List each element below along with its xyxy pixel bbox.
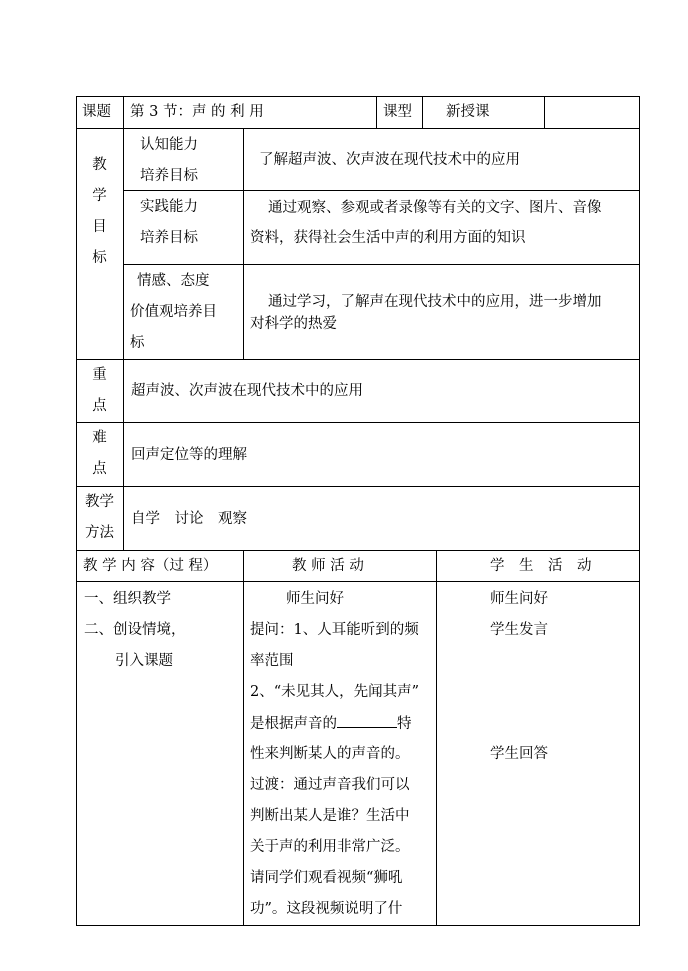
rule-bottom <box>76 925 640 926</box>
emotion-content-line: 对科学的热爱 <box>250 316 337 332</box>
rule-type-right <box>422 96 423 129</box>
student-line: 学生回答 <box>490 746 548 762</box>
method-content: 自学 讨论 观察 <box>131 511 247 527</box>
subject-label: 课题 <box>82 104 111 120</box>
subject-value: 第 3 节：声 的 利 用 <box>130 104 264 120</box>
teacher-line: 2、“未见其人，先闻其声” <box>250 684 420 700</box>
type-label: 课型 <box>383 104 412 120</box>
method-label-line: 方法 <box>85 525 114 541</box>
objectives-label-char: 学 <box>92 188 107 204</box>
difficulty-label <box>76 423 123 485</box>
teacher-line: 性来判断某人的声音的。 <box>250 746 410 762</box>
method-label <box>76 487 123 549</box>
content-item: 二、创设情境， <box>84 622 186 638</box>
method-label-line: 教学 <box>85 494 114 510</box>
rule-type-value-right <box>544 96 545 129</box>
rule-top <box>76 96 640 97</box>
objectives-label <box>76 150 123 274</box>
cognitive-label-line: 培养目标 <box>140 168 198 184</box>
content-item: 引入课题 <box>115 653 173 669</box>
rule-label-col <box>123 96 124 551</box>
practice-label-line: 培养目标 <box>140 230 198 246</box>
rule-after-objectives <box>76 359 640 360</box>
rule-objective-sub <box>243 128 244 360</box>
difficulty-content: 回声定位等的理解 <box>131 447 247 463</box>
teacher-line-blank <box>250 713 412 734</box>
difficulty-label-char: 难 <box>92 430 107 446</box>
content-item: 一、组织教学 <box>84 591 171 607</box>
rule-after-method <box>76 550 640 551</box>
teacher-line-blank-prefix: 是根据声音的 <box>250 716 337 732</box>
rule-after-header <box>76 128 640 129</box>
teacher-line: 提问：1、人耳能听到的频 <box>250 622 419 638</box>
content-column-header: 教 学 内 容（过 程） <box>83 558 218 574</box>
cognitive-content: 了解超声波、次声波在现代技术中的应用 <box>259 152 520 168</box>
practice-label-line: 实践能力 <box>140 199 198 215</box>
key-point-content: 超声波、次声波在现代技术中的应用 <box>131 383 363 399</box>
rule-type-left <box>376 96 377 129</box>
teacher-line: 请同学们观看视频“狮吼 <box>250 870 403 886</box>
key-point-label-char: 点 <box>92 398 107 414</box>
objectives-label-char: 教 <box>92 157 107 173</box>
teacher-line: 过渡：通过声音我们可以 <box>250 777 410 793</box>
rule-col-teacher <box>243 550 244 926</box>
teacher-line-blank-suffix: 特 <box>397 716 412 732</box>
practice-content-line: 资料，获得社会生活中声的利用方面的知识 <box>250 230 526 246</box>
key-point-label <box>76 360 123 422</box>
teacher-line: 率范围 <box>250 653 294 669</box>
practice-content-line: 通过观察、参观或者录像等有关的文字、图片、音像 <box>268 200 602 216</box>
student-column-header: 学 生 活 动 <box>490 558 592 574</box>
rule-right <box>639 96 640 926</box>
rule-after-practice <box>123 264 640 265</box>
emotion-label-line: 价值观培养目 <box>130 304 217 320</box>
rule-after-keypoint <box>76 422 640 423</box>
cognitive-label-line: 认知能力 <box>140 137 198 153</box>
teacher-line: 判断出某人是谁？生活中 <box>250 808 410 824</box>
rule-after-difficulty <box>76 486 640 487</box>
fill-blank <box>337 713 397 728</box>
key-point-label-char: 重 <box>92 367 107 383</box>
difficulty-label-char: 点 <box>92 461 107 477</box>
teacher-line: 功”。这段视频说明了什 <box>250 901 403 917</box>
teacher-line: 师生问好 <box>286 591 344 607</box>
teacher-line: 关于声的利用非常广泛。 <box>250 839 410 855</box>
student-line: 学生发言 <box>490 622 548 638</box>
emotion-label-line: 情感、态度 <box>137 273 210 289</box>
type-value: 新授课 <box>446 104 490 120</box>
teacher-column-header: 教 师 活 动 <box>292 558 364 574</box>
rule-after-colheaders <box>76 581 640 582</box>
objectives-label-char: 目 <box>92 219 107 235</box>
rule-after-cognitive <box>123 190 640 191</box>
emotion-label-line: 标 <box>130 335 145 351</box>
objectives-label-char: 标 <box>92 250 107 266</box>
student-line: 师生问好 <box>490 591 548 607</box>
emotion-content-line: 通过学习，了解声在现代技术中的应用，进一步增加 <box>268 294 602 310</box>
rule-col-student <box>436 550 437 926</box>
